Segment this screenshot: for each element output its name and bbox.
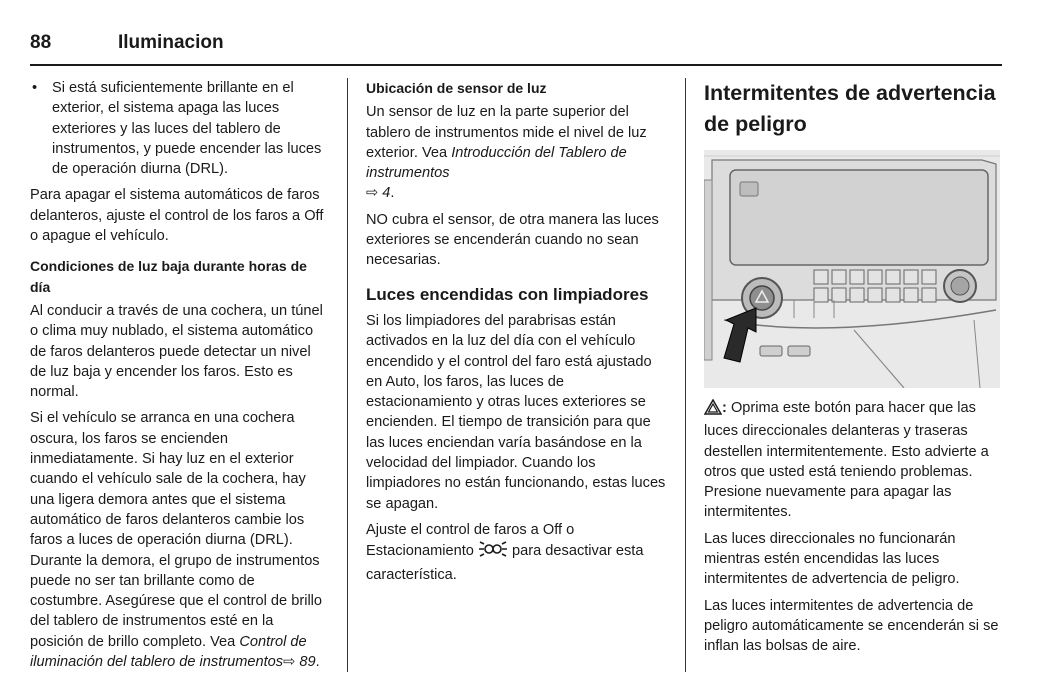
page-number: 88: [30, 32, 52, 53]
hazard-button-illustration: [704, 150, 1000, 388]
paragraph: Al conducir a través de una cochera, un túnel o clima muy nublado, el sistema automático de faros delanteros puede detectar un nivel de luz baja y encender los faros. Esto es normal.: [30, 302, 323, 401]
paragraph: Las luces direccionales no funcionarán mientras estén encendidas las luces intermitentes de advertencia de peligro.: [704, 530, 960, 588]
subheading: Ubicación de sensor de luz: [366, 80, 547, 96]
paragraph: Para apagar el sistema automáticos de faros delanteros, ajuste el control de los faros a Off o apague el vehículo.: [30, 187, 324, 245]
page-reference[interactable]: 89: [299, 654, 316, 671]
label-colon: :: [722, 400, 727, 416]
bullet-icon: •: [32, 80, 38, 96]
paragraph-text: Si el vehículo se arranca en una cochera oscura, los faros se encienden inmediatamente. Si hay luz en el exterior cuando el vehículo sale de la cochera, hay una ligera demora antes que el sistema automático de faros delanteros cambie los faros a luces de operación diurna (DRL). Durante la demora, el grupo de instrumentos puede no ser tan brillante como de costumbre. Asegúrese que el control de brillo del tablero de instrumentos esté en la posición de brillo completo. Vea: [30, 410, 323, 650]
hazard-warning-icon: [704, 399, 722, 421]
cross-reference-link[interactable]: Control de iluminación del tablero de instrumentos: [30, 633, 307, 671]
paragraph: Si los limpiadores del parabrisas están activados en la luz del día con el vehículo encendido y el control del faro está ajustado en Auto, los faros, las luces de estacionamiento y otras luces exteriores se encienden. El tiempo de transición para que las luces enciendan varía basándose en la velocidad del limpiador. Cuando los limpiadores no están funcionando, estas luces se apagan.: [366, 312, 666, 512]
page-arrow-icon: ⇨: [283, 654, 296, 671]
paragraph-text: para desactivar esta característica.: [366, 543, 644, 583]
subheading: Condiciones de luz baja durante horas de día: [30, 258, 307, 295]
column-divider: [347, 78, 348, 672]
paragraph: [366, 520, 666, 585]
subheading: Luces encendidas con limpiadores: [366, 284, 649, 304]
punctuation: .: [390, 185, 395, 202]
paragraph: [30, 408, 330, 672]
section-heading: Intermitentes de advertencia de peligro: [704, 81, 996, 136]
bullet-item: [30, 78, 330, 179]
paragraph: [366, 102, 666, 203]
column-1: [30, 78, 330, 678]
bullet-text: Si está suficientemente brillante en el exterior, el sistema apaga las luces exteriores y las luces del tablero de instrumentos, y puede encender las luces de operación diurna (DRL).: [52, 80, 322, 178]
paragraph: Las luces intermitentes de advertencia de peligro automáticamente se encenderán si se inflan las bolsas de aire.: [704, 597, 999, 655]
paragraph: NO cubra el sensor, de otra manera las luces exteriores se encenderán cuando no sean necesarias.: [366, 211, 659, 269]
paragraph: [704, 398, 1002, 523]
paragraph-text: Un sensor de luz en la parte superior del tablero de instrumentos mide el nivel de luz exterior. Vea: [366, 104, 647, 161]
cross-reference-link[interactable]: Introducción del Tablero de instrumentos: [366, 144, 627, 182]
parking-lamp-icon: [478, 540, 508, 564]
paragraph-text: Oprima este botón para hacer que las luces direccionales delanteras y traseras destellen intermitentemente. Esto advierte a otros que usted está teniendo problemas. Presione nuevamente para apagar las intermitentes.: [704, 400, 989, 521]
page-reference[interactable]: 4: [382, 185, 391, 202]
section-title: Iluminacion: [118, 32, 224, 53]
column-2: [366, 78, 666, 591]
page-header: [30, 30, 1002, 66]
paragraph-text: Ajuste el control de faros a Off o Estacionamiento: [366, 521, 575, 560]
punctuation: .: [315, 654, 320, 671]
column-3: [704, 78, 1002, 663]
column-divider: [685, 78, 686, 672]
page-arrow-icon: ⇨: [366, 185, 379, 202]
